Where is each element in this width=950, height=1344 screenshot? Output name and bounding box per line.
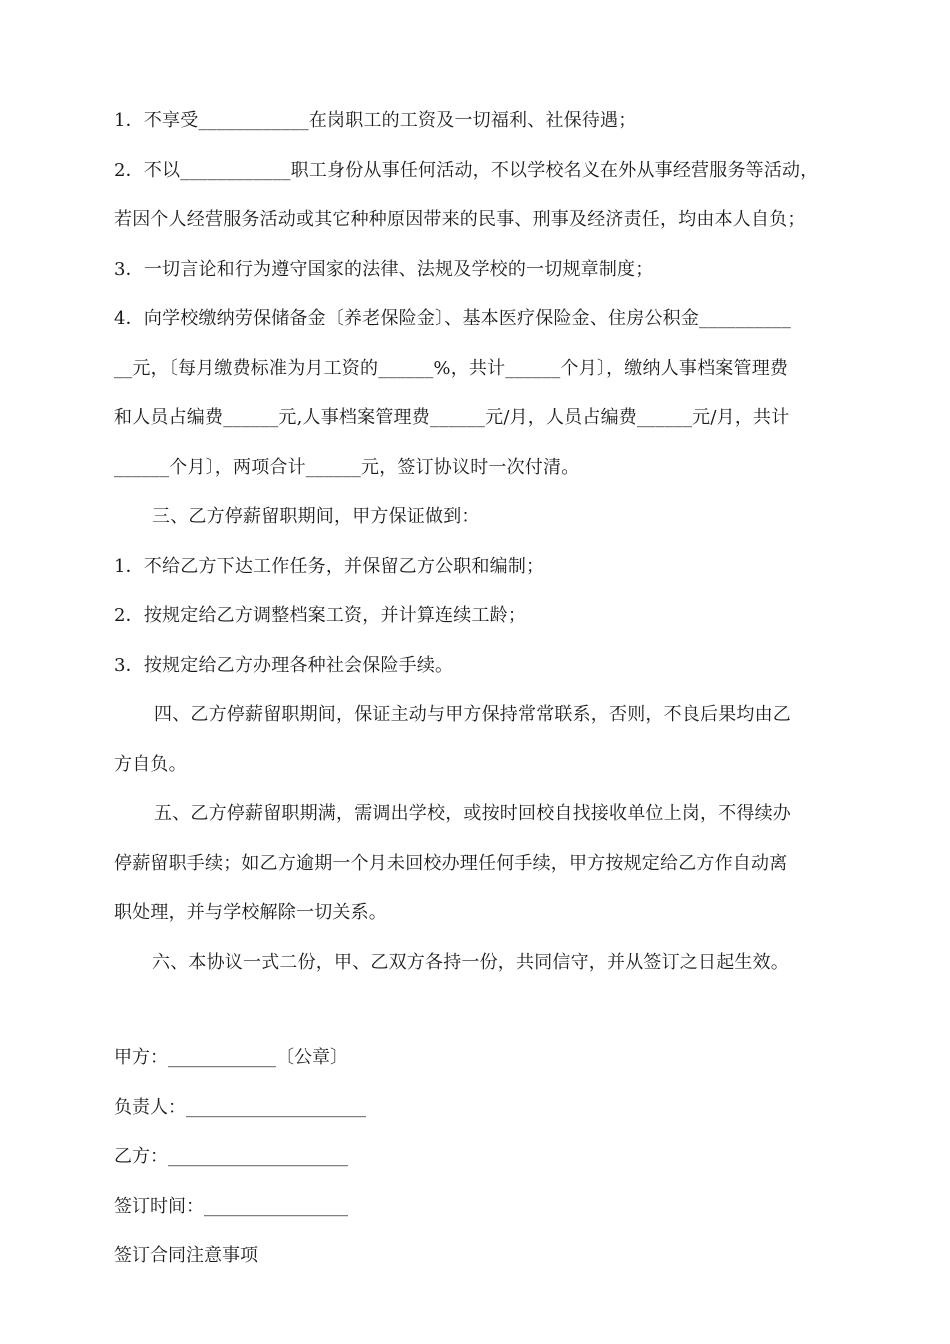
clause-4: 4．向学校缴纳劳保储备金〔养老保险金〕、基本医疗保险金、住房公积金__________	[114, 308, 792, 329]
section-5-line-2: 停薪留职手续；如乙方逾期一个月未回校办理任何手续，甲方按规定给乙方作自动离	[114, 852, 788, 874]
footer-heading: 签订合同注意事项	[114, 1245, 258, 1266]
party-a-signature: 甲方：____________〔公章〕	[114, 1047, 348, 1068]
section-3-heading: 三、乙方停薪留职期间，甲方保证做到：	[152, 506, 480, 527]
clause-2-cont: 若因个人经营服务活动或其它种种原因带来的民事、刑事及经济责任，均由本人自负；	[114, 209, 806, 230]
signature-block	[114, 1033, 856, 1281]
document-page	[114, 96, 856, 1281]
section-4-line-2: 方自负。	[114, 753, 187, 775]
clause-1: 1．不享受____________在岗职工的工资及一切福利、社保待遇；	[114, 110, 637, 131]
clause-3: 3．一切言论和行为遵守国家的法律、法规及学校的一切规章制度；	[114, 258, 654, 280]
section-3-item-3: 3．按规定给乙方办理各种社会保险手续。	[114, 654, 454, 676]
section-5-line-3: 职处理，并与学校解除一切关系。	[114, 902, 387, 923]
clause-4-cont-1: __元，〔每月缴费标准为月工资的______%，共计______个月〕，缴纳人事档案管理费	[114, 357, 789, 379]
responsible-person-signature: 负责人：____________________	[114, 1096, 366, 1118]
party-b-signature: 乙方：____________________	[114, 1146, 348, 1167]
section-4-line-1: 四、乙方停薪留职期间，保证主动与甲方保持常常联系，否则，不良后果均由乙	[154, 704, 791, 725]
section-6-line: 六、本协议一式二份，甲、乙双方各持一份，共同信守，并从签订之日起生效。	[152, 951, 789, 973]
section-3-item-2: 2．按规定给乙方调整档案工资，并计算连续工龄；	[114, 605, 527, 626]
section-5-line-1: 五、乙方停薪留职期满，需调出学校，或按时回校自找接收单位上岗，不得续办	[154, 803, 791, 824]
clause-4-cont-3: ______个月〕，两项合计______元，签订协议时一次付清。	[114, 456, 580, 478]
section-3-item-1: 1．不给乙方下达工作任务，并保留乙方公职和编制；	[114, 555, 545, 577]
clause-2: 2．不以____________职工身份从事任何活动，不以学校名义在外从事经营服务等活动，	[114, 159, 819, 181]
clause-4-cont-2: 和人员占编费______元,人事档案管理费______元/月，人员占编费______元/月，共计	[114, 407, 790, 428]
sign-date: 签订时间：________________	[114, 1195, 348, 1217]
